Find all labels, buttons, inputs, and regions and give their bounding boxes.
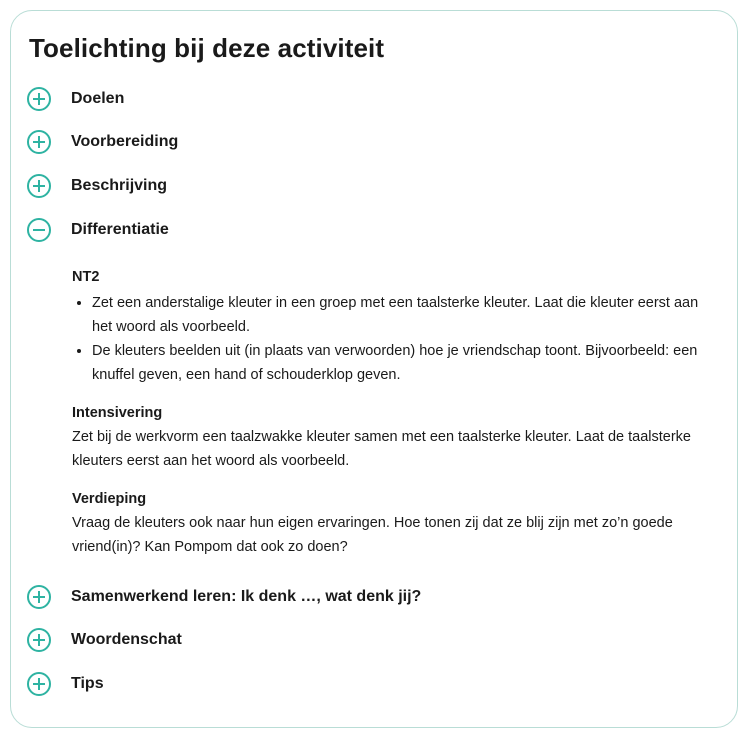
nt2-heading: NT2 [72,269,100,285]
accordion-label: Woordenschat [71,631,182,648]
verdieping-heading: Verdieping [72,491,147,507]
accordion-woordenschat[interactable] [27,626,182,654]
accordion-doelen[interactable] [27,85,124,113]
accordion-label: Voorbereiding [71,133,179,150]
verdieping-section [72,487,712,559]
accordion-label: Doelen [71,90,125,107]
verdieping-text: Vraag de kleuters ook naar hun eigen ervaringen. Hoe tonen zij dat ze blij zijn met zo’n goede vriend(in)? Kan Pompom dat ook zo doen? [72,515,673,555]
intensivering-text: Zet bij de werkvorm een taalzwakke kleuter samen met een taalsterke kleuter. Laat de taalsterke kleuters eerst aan het woord als voorbeeld. [72,429,691,469]
nt2-list [72,291,712,387]
plus-circle-icon [27,628,51,652]
accordion-voorbereiding[interactable] [27,128,178,156]
accordion-differentiatie[interactable] [27,216,169,244]
intensivering-heading: Intensivering [72,405,163,421]
page-title: Toelichting bij deze activiteit [29,33,385,63]
accordion-label: Differentiatie [71,221,169,238]
plus-circle-icon [27,672,51,696]
accordion-label: Samenwerkend leren: Ik denk …, wat denk jij? [71,588,422,605]
accordion-label: Tips [71,675,104,692]
plus-circle-icon [27,585,51,609]
plus-circle-icon [27,130,51,154]
differentiatie-content [72,265,712,559]
intensivering-section [72,401,712,473]
accordion-label: Beschrijving [71,177,168,194]
minus-circle-icon [27,218,51,242]
list-item: • De kleuters beelden uit (in plaats van verwoorden) hoe je vriendschap toont. Bijvoorbeeld: een knuffel geven, een hand of schouderklop geven. [92,339,712,387]
accordion-samenwerkend-leren[interactable] [27,583,421,611]
plus-circle-icon [27,174,51,198]
accordion-beschrijving[interactable] [27,172,167,200]
explanation-card [10,10,738,728]
accordion-tips[interactable] [27,670,104,698]
plus-circle-icon [27,87,51,111]
list-item: • Zet een anderstalige kleuter in een groep met een taalsterke kleuter. Laat die kleuter eerst aan het woord als voorbeeld. [92,291,712,339]
